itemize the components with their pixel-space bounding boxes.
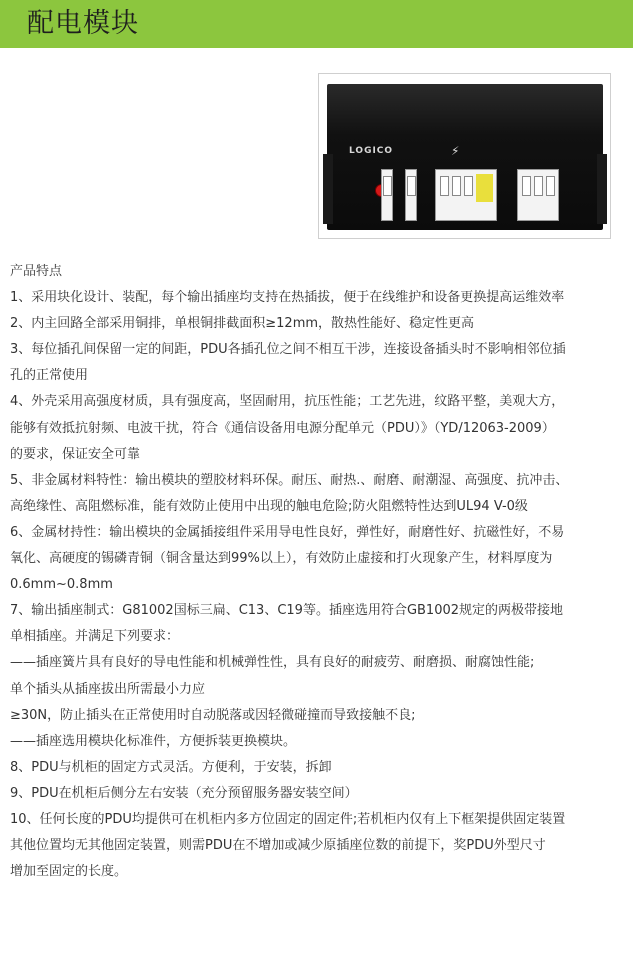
- breaker-switch: [383, 176, 392, 196]
- lightning-icon: ⚡: [451, 144, 460, 158]
- feature-line: 8、PDU与机柜的固定方式灵活。方便利，于安装，拆卸: [10, 759, 332, 775]
- breaker-switch: [464, 176, 473, 196]
- feature-line: 9、PDU在机柜后侧分左右安装（充分预留服务器安装空间）: [10, 785, 358, 801]
- feature-line: 1、采用块化设计、装配，每个输出插座均支持在热插拔，便于在线维护和设备更换提高运维效率: [10, 290, 565, 306]
- breaker-switch: [522, 176, 531, 196]
- feature-line: ——插座簧片具有良好的导电性能和机械弹性性，具有良好的耐疲劳、耐磨损、耐腐蚀性能;: [10, 655, 535, 671]
- feature-line: 2、内主回路全部采用铜排，单根铜排截面积≥12mm，散热性能好、稳定性更高: [10, 316, 475, 332]
- feature-line: 增加至固定的长度。: [10, 864, 128, 880]
- features-heading: 产品特点: [10, 264, 63, 279]
- feature-line: 能够有效抵抗射频、电波干扰，符合《通信设备用电源分配单元（PDU）》（YD/12063-2009）: [10, 420, 555, 436]
- module-3: [435, 169, 497, 221]
- module-1: [381, 169, 393, 221]
- feature-line: 4、外壳采用高强度材质，具有强度高，坚固耐用，抗压性能；工艺先进，纹路平整，美观大方，: [10, 394, 565, 410]
- pdu-chassis: [327, 84, 603, 230]
- feature-line: ——插座选用模块化标准件，方便拆装更换模块。: [10, 733, 297, 749]
- feature-line: 单相插座。并满足下列要求：: [10, 629, 180, 645]
- title-bar: [0, 0, 633, 48]
- feature-line: 其他位置均无其他固定装置，则需PDU在不增加或减少原插座位数的前提下，奖PDU外型尺寸: [10, 838, 546, 854]
- brand-logo: LOGICO: [349, 146, 394, 156]
- feature-line: 孔的正常使用: [10, 368, 89, 384]
- module-4: [517, 169, 559, 221]
- breaker-switch: [534, 176, 543, 196]
- feature-line: 0.6mm~0.8mm: [10, 577, 113, 593]
- module-2: [405, 169, 417, 221]
- feature-line: 高绝缘性、高阻燃标准，能有效防止使用中出现的触电危险;防火阻燃特性达到UL94 V-0级: [10, 498, 528, 514]
- breaker-switch: [440, 176, 449, 196]
- feature-line: 5、非金属材料特性：输出模块的塑胶材料环保。耐压、耐热.、耐磨、耐潮湿、高强度、抗冲击、: [10, 472, 569, 488]
- feature-line: 单个插头从插座拔出所需最小力应: [10, 681, 206, 697]
- rack-ear-right: [597, 154, 607, 224]
- feature-line: 氧化、高硬度的锡磷青铜（铜含量达到99%以上），有效防止虚接和打火现象产生，材料厚度为: [10, 551, 553, 567]
- breaker-switch: [452, 176, 461, 196]
- feature-line: 3、每位插孔间保留一定的间距，PDU各插孔位之间不相互干涉，连接设备插头时不影响相邻位插: [10, 342, 566, 358]
- feature-line: 的要求，保证安全可靠: [10, 446, 141, 462]
- breaker-switch: [546, 176, 555, 196]
- feature-line: 6、金属材持性：输出模块的金属插接组件采用导电性良好，弹性好，耐磨性好、抗磁性好，不易: [10, 524, 565, 540]
- product-photo: [318, 73, 611, 239]
- feature-text: [10, 259, 633, 885]
- meter-display: [476, 174, 493, 202]
- feature-line: 7、输出插座制式：G81002国标三扁、C13、C19等。插座选用符合GB1002规定的两极带接地: [10, 603, 564, 619]
- feature-line: 10、任何长度的PDU均提供可在机柜内多方位固定的固定件;若机柜内仅有上下框架提供固定装置: [10, 811, 566, 827]
- rack-ear-left: [323, 154, 333, 224]
- breaker-switch: [407, 176, 416, 196]
- feature-line: ≥30N，防止插头在正常使用时自动脱落或因轻微碰撞而导致接触不良;: [10, 707, 416, 723]
- page-title: 配电模块: [27, 8, 139, 39]
